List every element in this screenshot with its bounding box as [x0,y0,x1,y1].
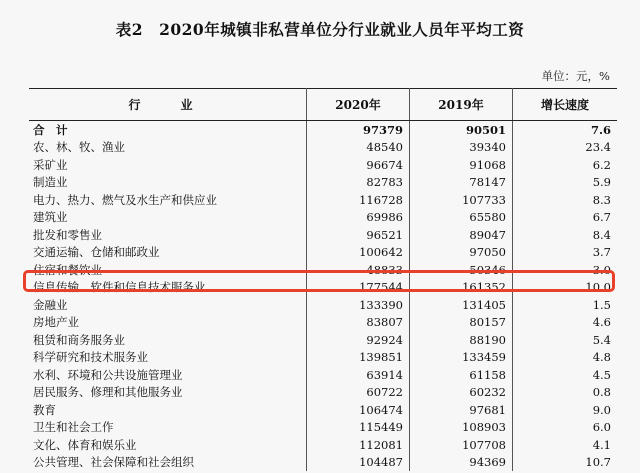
header-2020: 2020年 [307,89,410,121]
value-2019-cell: 97050 [410,244,513,262]
value-2020-cell: 82783 [307,174,410,192]
header-industry: 行 业 [29,89,307,121]
industry-cell: 科学研究和技术服务业 [29,349,307,367]
value-2019-cell: 88190 [410,331,513,349]
header-growth: 增长速度 [513,89,618,121]
industry-cell: 住宿和餐饮业 [29,261,307,279]
value-2019-cell: 39340 [410,139,513,157]
value-2020-cell: 96521 [307,226,410,244]
industry-cell: 文化、体育和娱乐业 [29,436,307,454]
industry-cell: 交通运输、仓储和邮政业 [29,244,307,262]
value-2020-cell: 116728 [307,191,410,209]
table-row [29,314,617,332]
table-row [29,279,617,297]
value-2019-cell: 97681 [410,401,513,419]
table-row [29,226,617,244]
value-2020-cell: 106474 [307,401,410,419]
growth-cell: 5.9 [592,175,611,190]
growth-cell: 4.1 [592,437,611,452]
value-2019-cell: 80157 [410,314,513,332]
value-2020-cell: 69986 [307,209,410,227]
growth-cell: 6.0 [592,420,611,435]
table-row [29,139,617,157]
table-row [29,261,617,279]
value-2020-cell: 104487 [307,454,410,472]
value-2019-cell: 107708 [410,436,513,454]
table-row [29,331,617,349]
industry-cell: 居民服务、修理和其他服务业 [29,384,307,402]
growth-cell: 6.2 [592,157,611,172]
growth-cell: 4.5 [592,367,611,382]
growth-cell: 0.8 [592,385,611,400]
value-2020-cell: 97379 [307,121,410,139]
table-header-row [29,89,617,121]
value-2019-cell: 107733 [410,191,513,209]
header-2019: 2019年 [410,89,513,121]
value-2019-cell: 78147 [410,174,513,192]
growth-cell: 8.4 [592,227,611,242]
table-title: 表2 2020年城镇非私营单位分行业就业人员年平均工资 [115,20,525,39]
industry-cell: 信息传输、软件和信息技术服务业 [29,279,307,297]
growth-cell: -3.0 [588,262,611,277]
value-2020-cell: 112081 [307,436,410,454]
table-row [29,436,617,454]
industry-cell: 合 计 [29,121,307,139]
value-2019-cell: 108903 [410,419,513,437]
industry-cell: 农、林、牧、渔业 [29,139,307,157]
industry-cell: 教育 [29,401,307,419]
growth-cell: 10.0 [585,280,611,295]
industry-cell: 水利、环境和公共设施管理业 [29,366,307,384]
table-row [29,191,617,209]
growth-cell: 4.8 [592,350,611,365]
value-2020-cell: 133390 [307,296,410,314]
wage-table [29,88,617,471]
table-row [29,174,617,192]
industry-cell: 租赁和商务服务业 [29,331,307,349]
value-2019-cell: 89047 [410,226,513,244]
value-2019-cell: 94369 [410,454,513,472]
industry-cell: 电力、热力、燃气及水生产和供应业 [29,191,307,209]
value-2020-cell: 96674 [307,156,410,174]
industry-cell: 制造业 [29,174,307,192]
growth-cell: 3.7 [592,245,611,260]
industry-cell: 公共管理、社会保障和社会组织 [29,454,307,472]
industry-cell: 房地产业 [29,314,307,332]
value-2019-cell: 90501 [410,121,513,139]
value-2020-cell: 139851 [307,349,410,367]
growth-cell: 1.5 [592,297,611,312]
value-2020-cell: 100642 [307,244,410,262]
table-row [29,209,617,227]
growth-cell: 4.6 [592,315,611,330]
industry-cell: 采矿业 [29,156,307,174]
growth-cell: 8.3 [592,192,611,207]
total-row [29,121,617,139]
value-2020-cell: 63914 [307,366,410,384]
growth-cell: 23.4 [585,140,611,155]
value-2020-cell: 177544 [307,279,410,297]
table-row [29,384,617,402]
industry-cell: 卫生和社会工作 [29,419,307,437]
value-2019-cell: 133459 [410,349,513,367]
industry-cell: 金融业 [29,296,307,314]
growth-cell: 7.6 [590,122,611,137]
value-2019-cell: 61158 [410,366,513,384]
value-2019-cell: 131405 [410,296,513,314]
growth-cell: 6.7 [592,210,611,225]
industry-cell: 批发和零售业 [29,226,307,244]
value-2019-cell: 161352 [410,279,513,297]
growth-cell: 5.4 [592,332,611,347]
growth-cell: 10.7 [585,455,611,470]
table-row [29,366,617,384]
growth-cell: 9.0 [592,402,611,417]
table-row [29,401,617,419]
value-2019-cell: 65580 [410,209,513,227]
value-2019-cell: 60232 [410,384,513,402]
table-row [29,244,617,262]
table-row [29,419,617,437]
value-2019-cell: 91068 [410,156,513,174]
table-row [29,156,617,174]
value-2020-cell: 48540 [307,139,410,157]
industry-cell: 建筑业 [29,209,307,227]
unit-note: 单位：元，% [541,69,610,83]
value-2020-cell: 83807 [307,314,410,332]
table-row [29,296,617,314]
value-2020-cell: 92924 [307,331,410,349]
value-2019-cell: 50346 [410,261,513,279]
value-2020-cell: 115449 [307,419,410,437]
table-row [29,349,617,367]
value-2020-cell: 60722 [307,384,410,402]
table-row [29,454,617,472]
value-2020-cell: 48833 [307,261,410,279]
